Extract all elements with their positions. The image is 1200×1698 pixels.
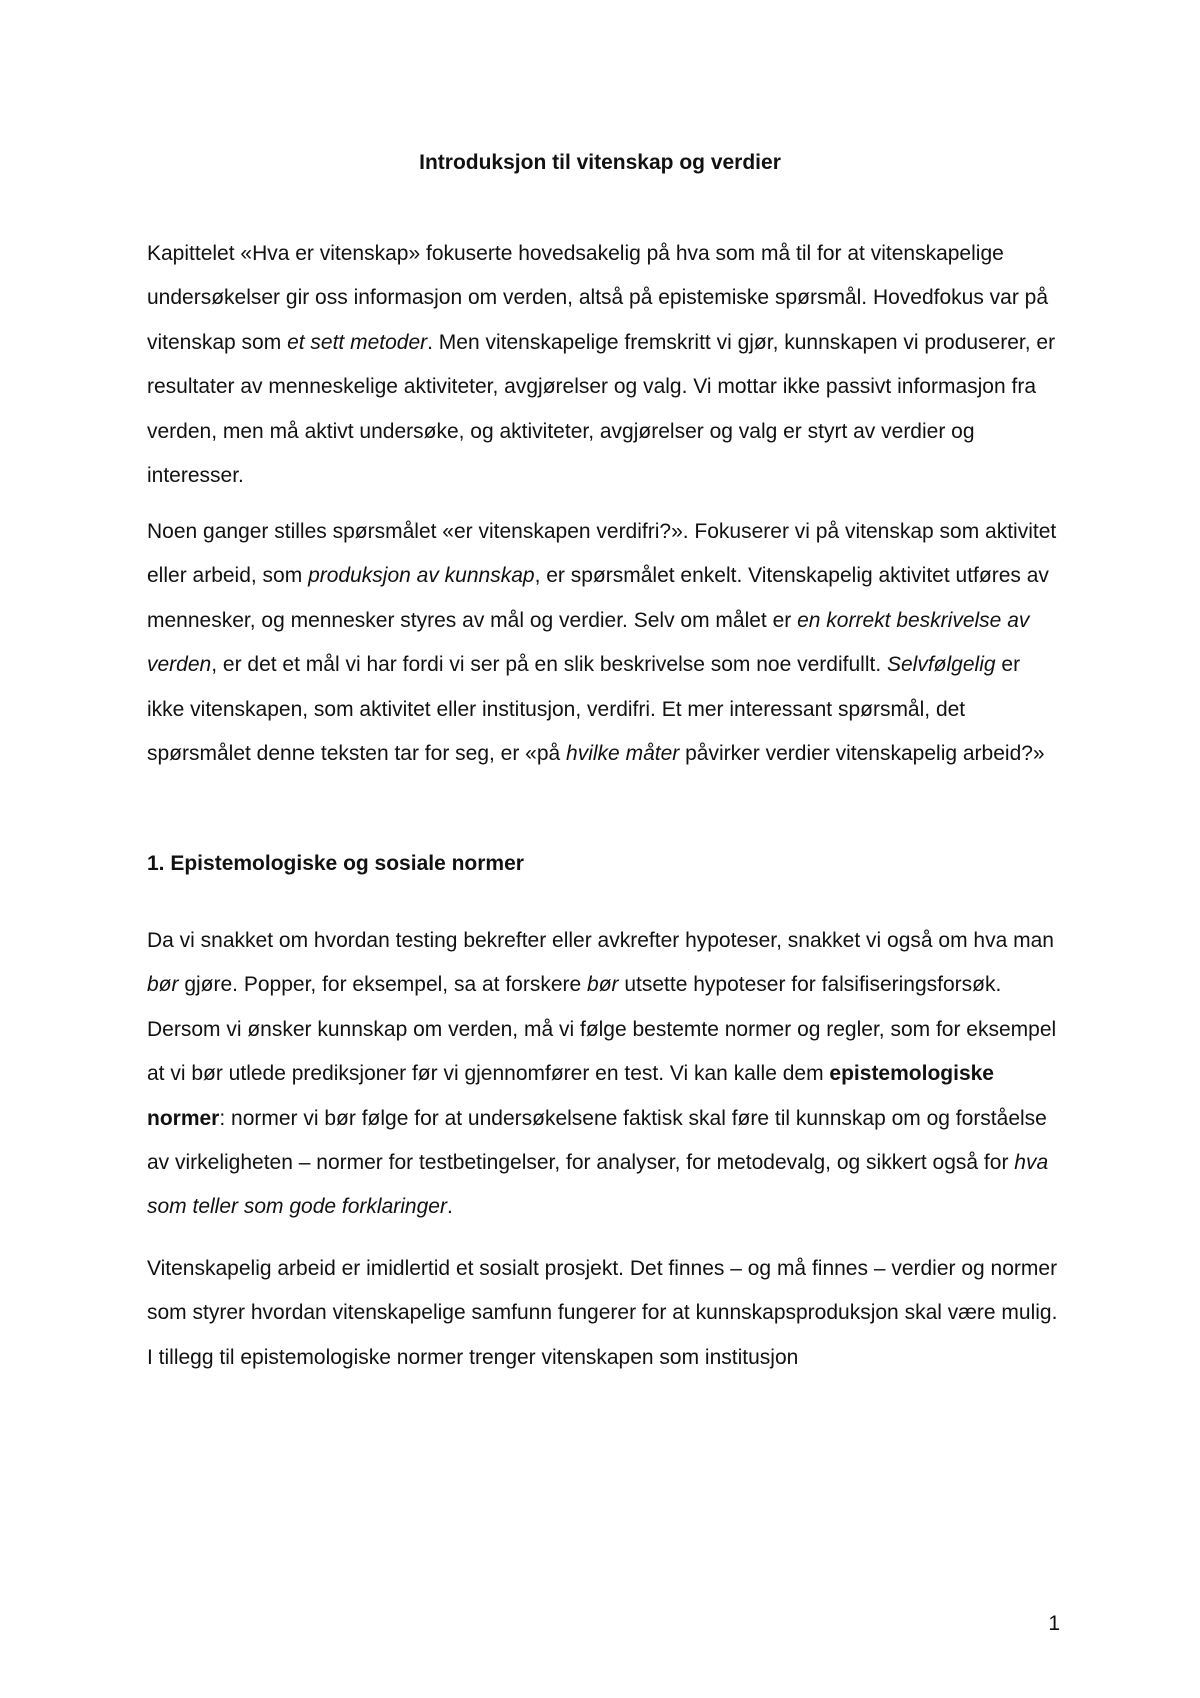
text-segment: utsette hypoteser for falsifiseringsforsøk. Dersom vi ønsker kunnskap om verden, må vi følge bestemte normer og regler, som for eksempel at vi bør utlede prediksjoner før vi gjennomfører en test. Vi kan kalle dem <box>147 973 1057 1086</box>
text-segment: Kapittelet «Hva er vitenskap» fokuserte hovedsakelig på hva som må til for at vitenskapelige undersøkelser gir oss informasjon om verden, altså på epistemiske spørsmål. Hovedfokus var på vitenskap som <box>147 242 1049 354</box>
text-segment: . Men vitenskapelige fremskritt vi gjør, kunnskapen vi produserer, er resultater av menneskelige aktiviteter, avgjørelser og valg. Vi mottar ikke passivt informasjon fra verden, men må aktivt undersøke, og aktiviteter, avgjørelser og valg er styrt av verdier og interesser. <box>147 330 1056 488</box>
text-segment: et sett metoder <box>287 330 428 354</box>
text-segment: gjøre. Popper, for eksempel, sa at forskere <box>178 973 588 997</box>
text-segment: er ikke vitenskapen, som aktivitet eller institusjon, verdifri. Et mer interessant spørsmål, det spørsmålet denne teksten tar for seg, er «på <box>147 653 1021 766</box>
text-segment: bør <box>587 973 619 997</box>
paragraph-2 <box>147 510 1062 776</box>
text-segment: . <box>446 1195 453 1219</box>
text-segment: Noen ganger stilles spørsmålet «er vitenskapen verdifri?». Fokuserer vi på vitenskap som aktivitet eller arbeid, som <box>147 520 1057 588</box>
text-segment: Selvfølgelig <box>887 653 996 677</box>
page-number: 1 <box>1048 1612 1060 1635</box>
paragraph-1 <box>147 232 1062 498</box>
text-segment: Vitenskapelig arbeid er imidlertid et sosialt prosjekt. Det finnes – og må finnes – verdier og normer som styrer hvordan vitenskapelige samfunn fungerer for at kunnskapsproduksjon skal være mulig. I tillegg til epistemologiske normer trenger vitenskapen som institusjon <box>147 1257 1058 1369</box>
text-segment: : normer vi bør følge for at undersøkelsene faktisk skal føre til kunnskap om og forståelse av virkeligheten – normer for testbetingelser, for analyser, for metodevalg, og sikkert også for <box>147 1106 1047 1175</box>
text-segment: hvilke måter <box>566 742 680 766</box>
text-segment: Da vi snakket om hvordan testing bekrefter eller avkrefter hypoteser, snakket vi også om hva man <box>147 929 1054 952</box>
document-title: Introduksjon til vitenskap og verdier <box>419 151 781 174</box>
text-segment: bør <box>147 973 179 997</box>
text-segment: hva som teller som gode forklaringer <box>147 1151 1049 1219</box>
paragraph-4 <box>147 1247 1062 1380</box>
text-segment: påvirker verdier vitenskapelig arbeid?» <box>679 742 1045 766</box>
text-segment: en korrekt beskrivelse av verden <box>147 608 1030 677</box>
text-segment: produksjon av kunnskap <box>308 564 535 588</box>
text-segment: , er spørsmålet enkelt. Vitenskapelig aktivitet utføres av mennesker, og mennesker styres av mål og verdier. Selv om målet er <box>147 564 1049 632</box>
text-segment: , er det et mål vi har fordi vi ser på en slik beskrivelse som noe verdifullt. <box>211 653 887 677</box>
paragraph-3 <box>147 919 1062 1230</box>
text-segment: epistemologiske normer <box>147 1062 994 1130</box>
section-heading: 1. Epistemologiske og sosiale normer <box>147 852 524 875</box>
